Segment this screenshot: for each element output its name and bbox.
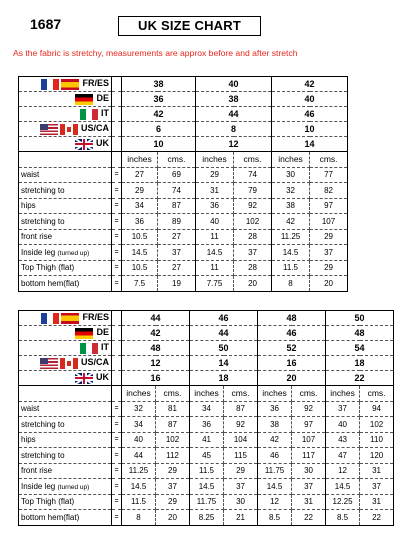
spain-flag-icon (61, 79, 79, 90)
measurement-row (19, 245, 348, 261)
equals-sign: = (112, 401, 122, 417)
unit-label: inches (196, 152, 234, 168)
size-row-it (19, 341, 394, 356)
spacer (112, 371, 122, 386)
cms-value: 19 (158, 276, 196, 292)
measurement-name: hips (21, 201, 36, 211)
cms-value: 37 (158, 245, 196, 261)
spacer (112, 311, 122, 326)
cms-value: 20 (156, 510, 190, 526)
region-cell (19, 137, 112, 152)
unit-label: cms. (292, 386, 326, 402)
cms-value: 29 (310, 260, 348, 276)
cms-value: 31 (360, 463, 394, 479)
cms-value: 74 (234, 167, 272, 183)
inches-value: 36 (196, 198, 234, 214)
cms-value: 22 (292, 510, 326, 526)
measurement-row (19, 401, 394, 417)
measurement-note: (turned up) (57, 483, 90, 491)
equals-sign: = (112, 167, 122, 183)
measurement-row (19, 260, 348, 276)
cms-value: 94 (360, 401, 394, 417)
cms-value: 92 (292, 401, 326, 417)
unit-spacer (19, 152, 112, 168)
size-value: 10 (272, 122, 348, 137)
italy-flag-icon (80, 109, 98, 120)
size-value: 50 (326, 311, 394, 326)
measurement-name: waist (21, 404, 40, 414)
italy-flag-icon (80, 343, 98, 354)
inches-value: 8.5 (258, 510, 292, 526)
equals-sign: = (112, 198, 122, 214)
inches-value: 34 (122, 417, 156, 433)
region-label: IT (101, 108, 109, 119)
cms-value: 37 (360, 479, 394, 495)
region-label: FR/ES (82, 312, 109, 323)
germany-flag-icon (75, 94, 93, 105)
inches-value: 42 (258, 432, 292, 448)
measurement-row (19, 463, 394, 479)
usa-flag-icon (40, 124, 58, 135)
inches-value: 12 (326, 463, 360, 479)
cms-value: 29 (156, 494, 190, 510)
size-row-uk (19, 137, 348, 152)
measurement-row (19, 198, 348, 214)
region-cell (19, 77, 112, 92)
measurement-name: front rise (21, 466, 53, 476)
measurement-label (19, 167, 112, 183)
size-value: 40 (196, 77, 272, 92)
unit-label: inches (258, 386, 292, 402)
measurement-rows-2 (19, 401, 394, 525)
spacer (112, 341, 122, 356)
cms-value: 74 (158, 183, 196, 199)
size-value: 6 (122, 122, 196, 137)
size-table-2 (18, 310, 394, 526)
size-value: 46 (272, 107, 348, 122)
cms-value: 20 (234, 276, 272, 292)
inches-value: 14.5 (258, 479, 292, 495)
unit-label: cms. (224, 386, 258, 402)
region-cell (19, 341, 112, 356)
inches-value: 37 (326, 401, 360, 417)
cms-value: 29 (156, 463, 190, 479)
measurement-label (19, 214, 112, 230)
measurement-name: stretching to (21, 185, 65, 195)
inches-value: 38 (258, 417, 292, 433)
cms-value: 102 (234, 214, 272, 230)
measurement-rows-1 (19, 167, 348, 291)
product-code: 1687 (30, 16, 62, 32)
measurement-row (19, 214, 348, 230)
cms-value: 102 (360, 417, 394, 433)
inches-value: 11 (196, 260, 234, 276)
cms-value: 29 (310, 229, 348, 245)
region-label: UK (96, 138, 109, 149)
measurement-label (19, 260, 112, 276)
size-row-fr-es (19, 311, 394, 326)
cms-value: 115 (224, 448, 258, 464)
region-label: IT (101, 342, 109, 353)
inches-value: 12.25 (326, 494, 360, 510)
measurement-name: Top Thigh (flat) (21, 263, 75, 273)
inches-value: 32 (122, 401, 156, 417)
equals-sign: = (112, 448, 122, 464)
size-value: 44 (196, 107, 272, 122)
inches-value: 29 (196, 167, 234, 183)
inches-value: 27 (122, 167, 158, 183)
measurement-label (19, 245, 112, 261)
size-value: 18 (326, 356, 394, 371)
inches-value: 14.5 (326, 479, 360, 495)
cms-value: 112 (156, 448, 190, 464)
cms-value: 79 (234, 183, 272, 199)
cms-value: 107 (310, 214, 348, 230)
cms-value: 31 (292, 494, 326, 510)
inches-value: 7.5 (122, 276, 158, 292)
size-table-1 (18, 76, 348, 292)
measurement-name: stretching to (21, 216, 65, 226)
inches-value: 29 (122, 183, 158, 199)
uk-flag-icon (75, 139, 93, 150)
size-row-de (19, 92, 348, 107)
inches-value: 14.5 (122, 245, 158, 261)
measurement-label (19, 432, 112, 448)
size-value: 38 (196, 92, 272, 107)
size-value: 16 (122, 371, 190, 386)
measurement-label (19, 479, 112, 495)
cms-value: 89 (158, 214, 196, 230)
inches-value: 30 (272, 167, 310, 183)
cms-value: 87 (156, 417, 190, 433)
size-value: 14 (272, 137, 348, 152)
measurement-row (19, 432, 394, 448)
measurement-name: stretching to (21, 419, 65, 429)
unit-label: inches (272, 152, 310, 168)
measurement-row (19, 448, 394, 464)
equals-sign: = (112, 276, 122, 292)
cms-value: 30 (292, 463, 326, 479)
measurement-name: bottom hem(flat) (21, 512, 80, 522)
cms-value: 27 (158, 229, 196, 245)
size-table-1-body (19, 77, 348, 168)
size-value: 50 (190, 341, 258, 356)
measurement-note: (turned up) (57, 249, 90, 257)
region-label: FR/ES (82, 78, 109, 89)
inches-value: 11.5 (272, 260, 310, 276)
measurement-label (19, 510, 112, 526)
measurement-label (19, 463, 112, 479)
size-value: 20 (258, 371, 326, 386)
inches-value: 46 (258, 448, 292, 464)
stretch-notice: As the fabric is stretchy, measurements are approx before and after stretch (13, 48, 298, 58)
inches-value: 40 (196, 214, 234, 230)
unit-label: inches (122, 152, 158, 168)
cms-value: 27 (158, 260, 196, 276)
equals-sign: = (112, 183, 122, 199)
cms-value: 37 (156, 479, 190, 495)
measurement-name: bottom hem(flat) (21, 278, 80, 288)
inches-value: 11.25 (122, 463, 156, 479)
equals-sign: = (112, 229, 122, 245)
region-label: US/CA (80, 357, 109, 368)
inches-value: 14.5 (196, 245, 234, 261)
size-value: 16 (258, 356, 326, 371)
measurement-row (19, 167, 348, 183)
unit-row (19, 386, 394, 402)
cms-value: 22 (360, 510, 394, 526)
cms-value: 87 (158, 198, 196, 214)
cms-value: 28 (234, 260, 272, 276)
inches-value: 31 (196, 183, 234, 199)
spacer (112, 326, 122, 341)
size-value: 8 (196, 122, 272, 137)
region-cell (19, 107, 112, 122)
measurement-label (19, 417, 112, 433)
cms-value: 20 (310, 276, 348, 292)
size-value: 42 (122, 107, 196, 122)
size-table-2-body (19, 311, 394, 402)
measurement-name: front rise (21, 232, 53, 242)
region-label: US/CA (80, 123, 109, 134)
measurement-label (19, 229, 112, 245)
inches-value: 14.5 (190, 479, 224, 495)
uk-flag-icon (75, 373, 93, 384)
measurement-label (19, 198, 112, 214)
size-value: 44 (122, 311, 190, 326)
spacer (112, 107, 122, 122)
inches-value: 11.5 (122, 494, 156, 510)
size-value: 48 (258, 311, 326, 326)
inches-value: 40 (122, 432, 156, 448)
cms-value: 31 (360, 494, 394, 510)
measurement-label (19, 401, 112, 417)
cms-value: 21 (224, 510, 258, 526)
cms-value: 82 (310, 183, 348, 199)
unit-label: inches (326, 386, 360, 402)
cms-value: 102 (156, 432, 190, 448)
chart-title: UK SIZE CHART (118, 16, 261, 36)
inches-value: 42 (272, 214, 310, 230)
size-value: 48 (122, 341, 190, 356)
measurement-row (19, 183, 348, 199)
region-label: UK (96, 372, 109, 383)
spain-flag-icon (61, 313, 79, 324)
size-value: 48 (326, 326, 394, 341)
cms-value: 107 (292, 432, 326, 448)
size-row-it (19, 107, 348, 122)
measurement-label (19, 494, 112, 510)
spacer (112, 356, 122, 371)
spacer (112, 122, 122, 137)
inches-value: 11.5 (190, 463, 224, 479)
measurement-row (19, 229, 348, 245)
inches-value: 40 (326, 417, 360, 433)
region-cell (19, 122, 112, 137)
inches-value: 11.75 (190, 494, 224, 510)
inches-value: 32 (272, 183, 310, 199)
size-value: 12 (122, 356, 190, 371)
inches-value: 8.25 (190, 510, 224, 526)
size-value: 46 (258, 326, 326, 341)
cms-value: 30 (224, 494, 258, 510)
inches-value: 38 (272, 198, 310, 214)
inches-value: 10.5 (122, 229, 158, 245)
equals-sign: = (112, 479, 122, 495)
measurement-label (19, 276, 112, 292)
size-row-fr-es (19, 77, 348, 92)
inches-value: 8.5 (326, 510, 360, 526)
inches-value: 10.5 (122, 260, 158, 276)
inches-value: 14.5 (272, 245, 310, 261)
size-value: 42 (122, 326, 190, 341)
inches-value: 47 (326, 448, 360, 464)
inches-value: 8 (272, 276, 310, 292)
cms-value: 77 (310, 167, 348, 183)
spacer (112, 386, 122, 402)
spacer (112, 92, 122, 107)
canada-flag-icon (60, 358, 78, 369)
size-value: 44 (190, 326, 258, 341)
size-row-us-ca (19, 122, 348, 137)
unit-label: inches (190, 386, 224, 402)
cms-value: 37 (292, 479, 326, 495)
unit-label: cms. (156, 386, 190, 402)
size-value: 42 (272, 77, 348, 92)
measurement-name: stretching to (21, 450, 65, 460)
unit-label: cms. (310, 152, 348, 168)
spacer (112, 152, 122, 168)
unit-label: cms. (158, 152, 196, 168)
inches-value: 11 (196, 229, 234, 245)
size-row-uk (19, 371, 394, 386)
cms-value: 110 (360, 432, 394, 448)
size-value: 12 (196, 137, 272, 152)
usa-flag-icon (40, 358, 58, 369)
inches-value: 45 (190, 448, 224, 464)
cms-value: 97 (310, 198, 348, 214)
spacer (112, 77, 122, 92)
measurement-name: hips (21, 435, 36, 445)
cms-value: 92 (234, 198, 272, 214)
measurement-label (19, 448, 112, 464)
cms-value: 37 (310, 245, 348, 261)
canada-flag-icon (60, 124, 78, 135)
size-value: 22 (326, 371, 394, 386)
size-value: 40 (272, 92, 348, 107)
inches-value: 11.75 (258, 463, 292, 479)
measurement-row (19, 276, 348, 292)
inches-value: 7.75 (196, 276, 234, 292)
size-value: 10 (122, 137, 196, 152)
measurement-label (19, 183, 112, 199)
size-value: 52 (258, 341, 326, 356)
france-flag-icon (41, 313, 59, 324)
inches-value: 34 (122, 198, 158, 214)
spacer (112, 137, 122, 152)
cms-value: 69 (158, 167, 196, 183)
unit-label: cms. (234, 152, 272, 168)
cms-value: 87 (224, 401, 258, 417)
cms-value: 37 (224, 479, 258, 495)
size-row-de (19, 326, 394, 341)
cms-value: 28 (234, 229, 272, 245)
inches-value: 14.5 (122, 479, 156, 495)
inches-value: 44 (122, 448, 156, 464)
unit-label: cms. (360, 386, 394, 402)
equals-sign: = (112, 214, 122, 230)
inches-value: 34 (190, 401, 224, 417)
region-label: DE (96, 93, 109, 104)
equals-sign: = (112, 510, 122, 526)
equals-sign: = (112, 494, 122, 510)
measurement-row (19, 479, 394, 495)
cms-value: 92 (224, 417, 258, 433)
inches-value: 8 (122, 510, 156, 526)
size-value: 18 (190, 371, 258, 386)
unit-spacer (19, 386, 112, 402)
measurement-row (19, 417, 394, 433)
measurement-row (19, 510, 394, 526)
cms-value: 117 (292, 448, 326, 464)
equals-sign: = (112, 463, 122, 479)
size-value: 14 (190, 356, 258, 371)
size-value: 54 (326, 341, 394, 356)
inches-value: 36 (190, 417, 224, 433)
inches-value: 41 (190, 432, 224, 448)
equals-sign: = (112, 260, 122, 276)
region-cell (19, 371, 112, 386)
unit-row (19, 152, 348, 168)
size-value: 38 (122, 77, 196, 92)
size-row-us-ca (19, 356, 394, 371)
size-value: 36 (122, 92, 196, 107)
inches-value: 43 (326, 432, 360, 448)
region-cell (19, 326, 112, 341)
cms-value: 120 (360, 448, 394, 464)
region-cell (19, 356, 112, 371)
region-cell (19, 92, 112, 107)
measurement-name: waist (21, 170, 40, 180)
cms-value: 81 (156, 401, 190, 417)
equals-sign: = (112, 417, 122, 433)
equals-sign: = (112, 432, 122, 448)
unit-label: inches (122, 386, 156, 402)
equals-sign: = (112, 245, 122, 261)
measurement-name: Top Thigh (flat) (21, 497, 75, 507)
inches-value: 12 (258, 494, 292, 510)
inches-value: 36 (122, 214, 158, 230)
germany-flag-icon (75, 328, 93, 339)
inches-value: 11.25 (272, 229, 310, 245)
cms-value: 104 (224, 432, 258, 448)
measurement-name: Inside leg (21, 481, 56, 491)
region-cell (19, 311, 112, 326)
cms-value: 29 (224, 463, 258, 479)
region-label: DE (96, 327, 109, 338)
inches-value: 36 (258, 401, 292, 417)
cms-value: 97 (292, 417, 326, 433)
cms-value: 37 (234, 245, 272, 261)
measurement-row (19, 494, 394, 510)
france-flag-icon (41, 79, 59, 90)
size-value: 46 (190, 311, 258, 326)
measurement-name: Inside leg (21, 247, 56, 257)
